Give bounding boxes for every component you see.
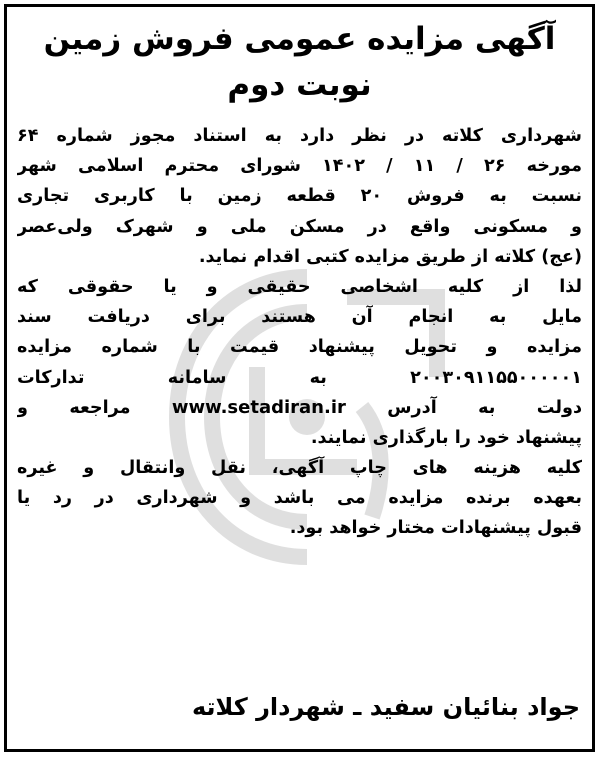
auction-number: ۲۰۰۳۰۹۱۱۵۵۰۰۰۰۰۱ — [410, 367, 582, 388]
paragraph1-line4: و مسکونی واقع در مسکن ملی و شهرک ولی‌عصر — [17, 216, 582, 237]
paragraph2-line5-prefix: دولت به آدرس — [387, 397, 582, 418]
paragraph1-line3: نسبت به فروش ۲۰ قطعه زمین با کاربری تجاری — [17, 186, 582, 207]
notice-title: آگهی مزایده عمومی فروش زمین — [43, 21, 556, 57]
paragraph2-line6: پیشنهاد خود را بارگذاری نمایند. — [310, 427, 582, 448]
paragraph2-line4-text: به سامانه تدارکات — [17, 367, 327, 388]
paragraph3-line1: کلیه هزینه های چاپ آگهی، نقل وانتقال و غیره — [17, 458, 582, 479]
paragraph2-line5-suffix: مراجعه و — [17, 397, 131, 418]
paragraph1-line5: (عج) کلاته از طریق مزایده کتبی اقدام نماید. — [198, 246, 582, 267]
paragraph1-line1: شهرداری کلاته در نظر دارد به استناد مجوز شماره ۶۴ — [17, 126, 582, 146]
paragraph3-line2: بعهده برنده مزایده می باشد و شهرداری در رد یا — [17, 488, 582, 509]
notice-box — [4, 4, 595, 752]
paragraph2-line2: مایل به انجام آن هستند برای دریافت سند — [17, 307, 582, 328]
paragraph1-line2: مورخه ۲۶ / ۱۱ / ۱۴۰۲ شورای محترم اسلامی شهر — [17, 156, 582, 177]
paragraph2-line3: مزایده و تحویل پیشنهاد قیمت با شماره مزایده — [17, 337, 582, 358]
notice-subtitle: نوبت دوم — [227, 67, 372, 103]
mayor-signature: جواد بنائیان سفید ـ شهردار کلاته — [191, 693, 580, 721]
paragraph2-line5 — [17, 393, 582, 423]
paragraph2-line4 — [17, 363, 582, 393]
notice-body — [17, 121, 582, 544]
paragraph3-line3: قبول پیشنهادات مختار خواهد بود. — [289, 518, 582, 539]
setadiran-website: www.setadiran.ir — [171, 396, 346, 418]
paragraph2-line1: لذا از کلیه اشخاصی حقیقی و یا حقوقی که — [17, 276, 582, 297]
